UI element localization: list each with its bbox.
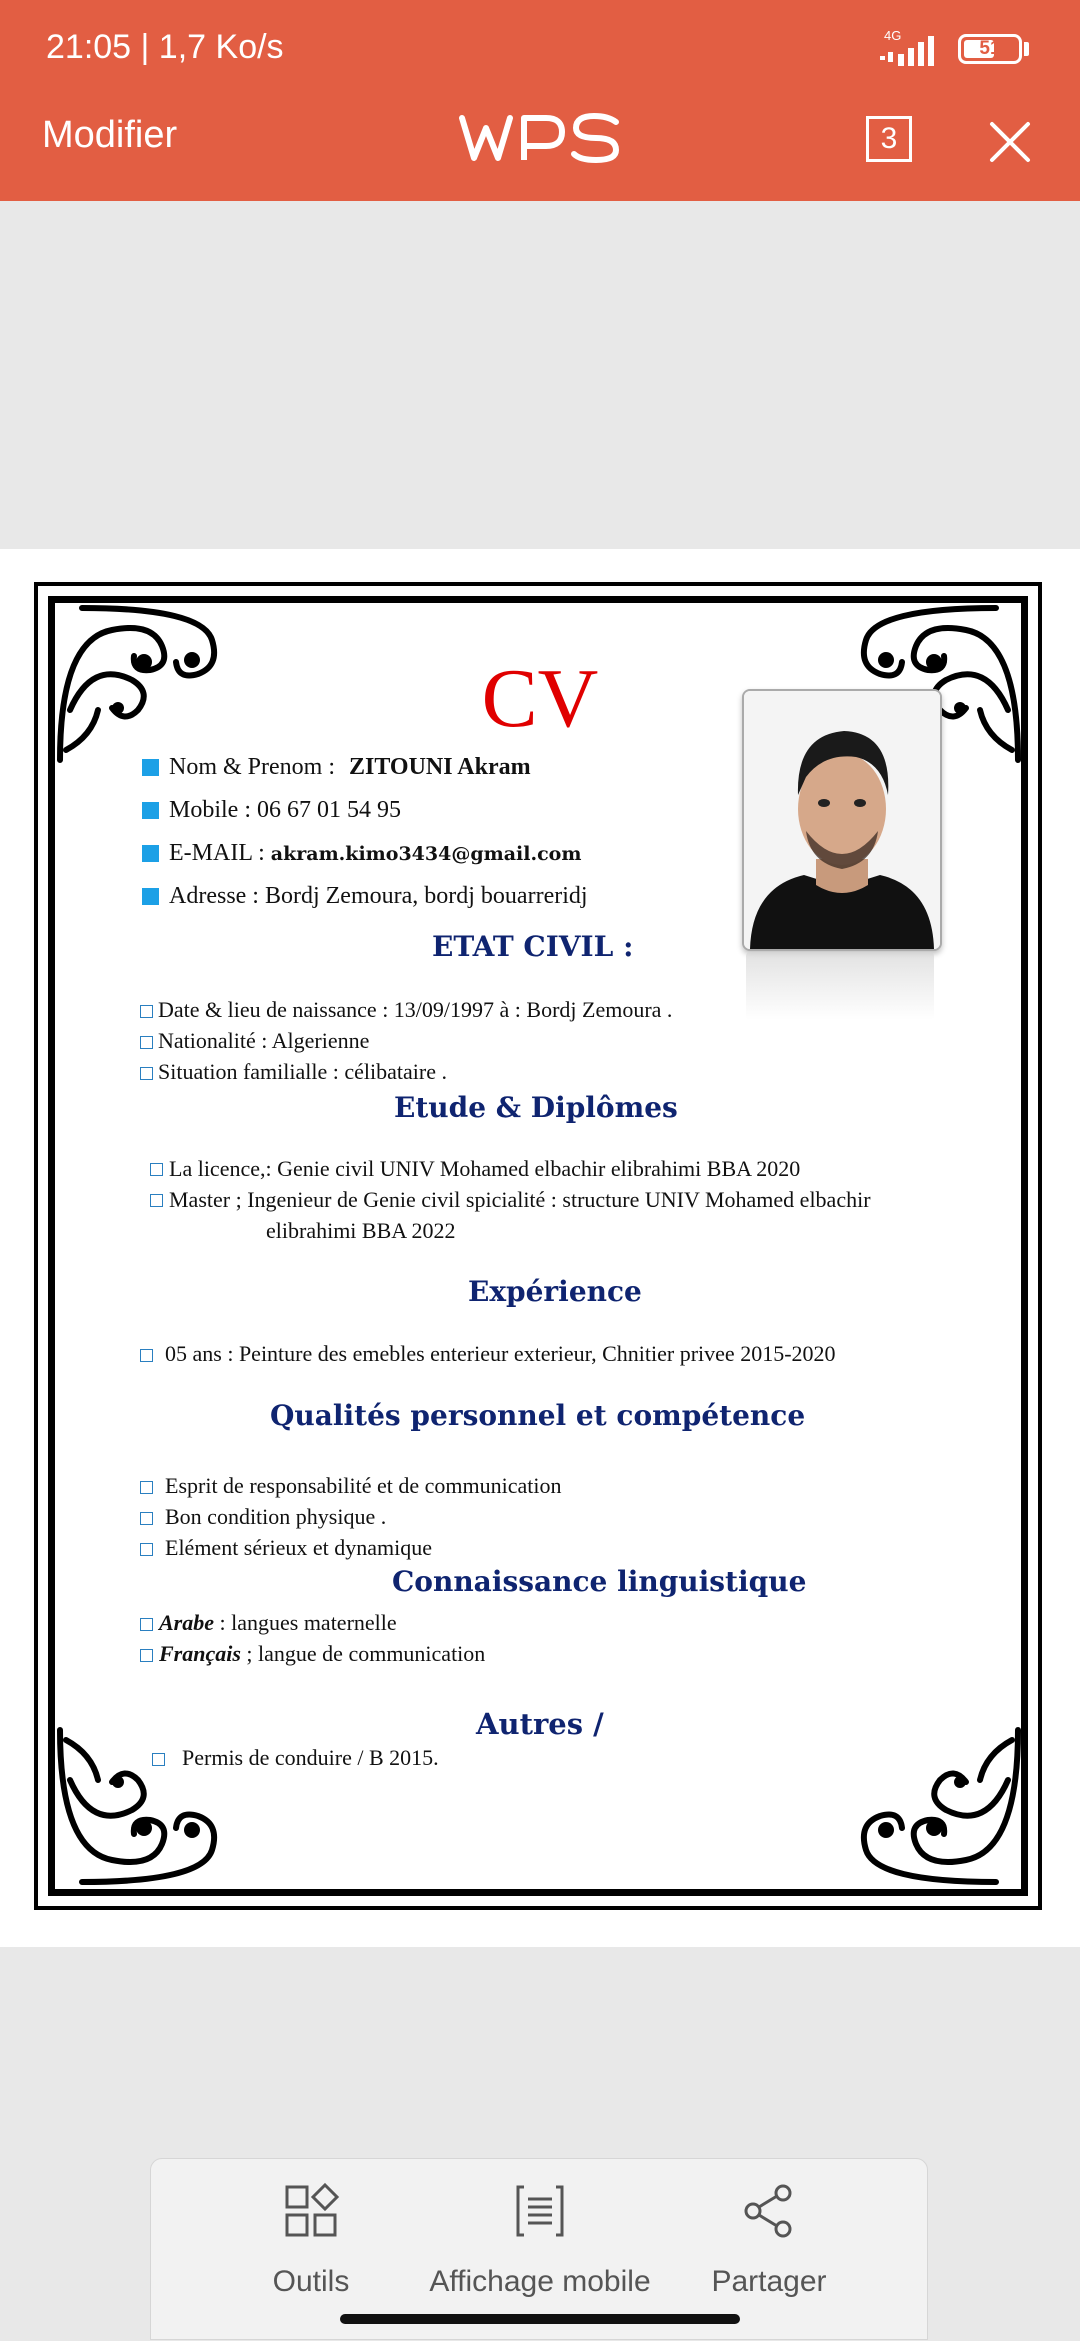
list-item: Master ; Ingenieur de Genie civil spicialité : structure UNIV Mohamed elbachir <box>169 1187 871 1212</box>
list-item: Situation familialle : célibataire . <box>158 1059 447 1084</box>
battery-level: 51 <box>979 38 1001 59</box>
name-line <box>169 754 531 781</box>
battery-icon <box>958 34 1022 64</box>
language-name: Français <box>159 1641 241 1666</box>
profile-photo <box>742 689 942 951</box>
section-heading-langues: Connaissance linguistique <box>392 1565 807 1598</box>
app-header <box>0 0 1080 201</box>
list-item <box>159 1610 397 1636</box>
share-label: Partager <box>711 2265 827 2298</box>
list-item: Elément sérieux et dynamique <box>165 1535 432 1560</box>
checkbox-icon <box>140 1067 153 1080</box>
section-heading-experience: Expérience <box>468 1275 642 1308</box>
bullet-icon <box>142 759 159 776</box>
corner-ornament <box>52 1710 232 1890</box>
corner-ornament <box>846 1710 1026 1890</box>
edit-button[interactable]: Modifier <box>42 114 178 156</box>
email-label: E-MAIL : <box>169 840 265 866</box>
list-item: Date & lieu de naissance : 13/09/1997 à : Bordj Zemoura . <box>158 997 673 1022</box>
tools-label: Outils <box>272 2265 350 2298</box>
checkbox-icon <box>152 1753 165 1766</box>
signal-icon <box>878 30 942 68</box>
address-line: Adresse : Bordj Zemoura, bordj bouarreridj <box>169 883 588 909</box>
section-heading-qualites: Qualités personnel et compétence <box>270 1399 806 1432</box>
close-icon[interactable] <box>988 120 1032 164</box>
list-item: Esprit de responsabilité et de communication <box>165 1473 562 1498</box>
section-heading-etudes: Etude & Diplômes <box>394 1091 678 1124</box>
language-name: Arabe <box>159 1610 214 1635</box>
status-time: 21:05 | 1,7 Ko/s <box>46 28 284 66</box>
tools-icon <box>281 2181 341 2241</box>
list-item: Nationalité : Algerienne <box>158 1028 370 1053</box>
corner-ornament <box>52 600 232 780</box>
name-label: Nom & Prenom : <box>169 754 335 780</box>
email-line <box>169 840 581 867</box>
mobile-view-label: Affichage mobile <box>429 2265 651 2298</box>
wps-logo <box>458 112 622 164</box>
name-value: ZITOUNI Akram <box>349 754 531 780</box>
checkbox-icon <box>150 1194 163 1207</box>
photo-reflection <box>746 952 934 1020</box>
section-heading-autres: Autres / <box>476 1707 604 1741</box>
checkbox-icon <box>140 1649 153 1662</box>
page-count-button[interactable]: 3 <box>866 116 912 162</box>
bullet-icon <box>142 802 159 819</box>
home-indicator[interactable] <box>340 2314 740 2324</box>
list-item: 05 ans : Peinture des emebles enterieur exterieur, Chnitier privee 2015-2020 <box>165 1341 836 1366</box>
bottom-toolbar <box>150 2158 928 2340</box>
language-desc: ; langue de communication <box>240 1641 486 1666</box>
language-desc: : langues maternelle <box>214 1610 397 1635</box>
email-value: akram.kimo3434@gmail.com <box>270 843 582 865</box>
checkbox-icon <box>140 1005 153 1018</box>
bullet-icon <box>142 888 159 905</box>
network-type: 4G <box>884 28 902 43</box>
checkbox-icon <box>140 1036 153 1049</box>
checkbox-icon <box>140 1543 153 1556</box>
checkbox-icon <box>150 1163 163 1176</box>
share-icon <box>739 2181 799 2241</box>
checkbox-icon <box>140 1481 153 1494</box>
list-item-continuation: elibrahimi BBA 2022 <box>266 1218 456 1243</box>
mobile-line: Mobile : 06 67 01 54 95 <box>169 797 401 823</box>
checkbox-icon <box>140 1618 153 1631</box>
list-item: La licence,: Genie civil UNIV Mohamed elbachir elibrahimi BBA 2020 <box>169 1156 801 1181</box>
list-item: Permis de conduire / B 2015. <box>182 1745 439 1770</box>
bullet-icon <box>142 845 159 862</box>
cv-title: CV <box>481 652 599 745</box>
checkbox-icon <box>140 1512 153 1525</box>
section-heading-etat-civil: ETAT CIVIL : <box>432 930 634 963</box>
list-item <box>159 1641 485 1667</box>
mobile-view-icon <box>510 2181 570 2241</box>
list-item: Bon condition physique . <box>165 1504 387 1529</box>
checkbox-icon <box>140 1349 153 1362</box>
